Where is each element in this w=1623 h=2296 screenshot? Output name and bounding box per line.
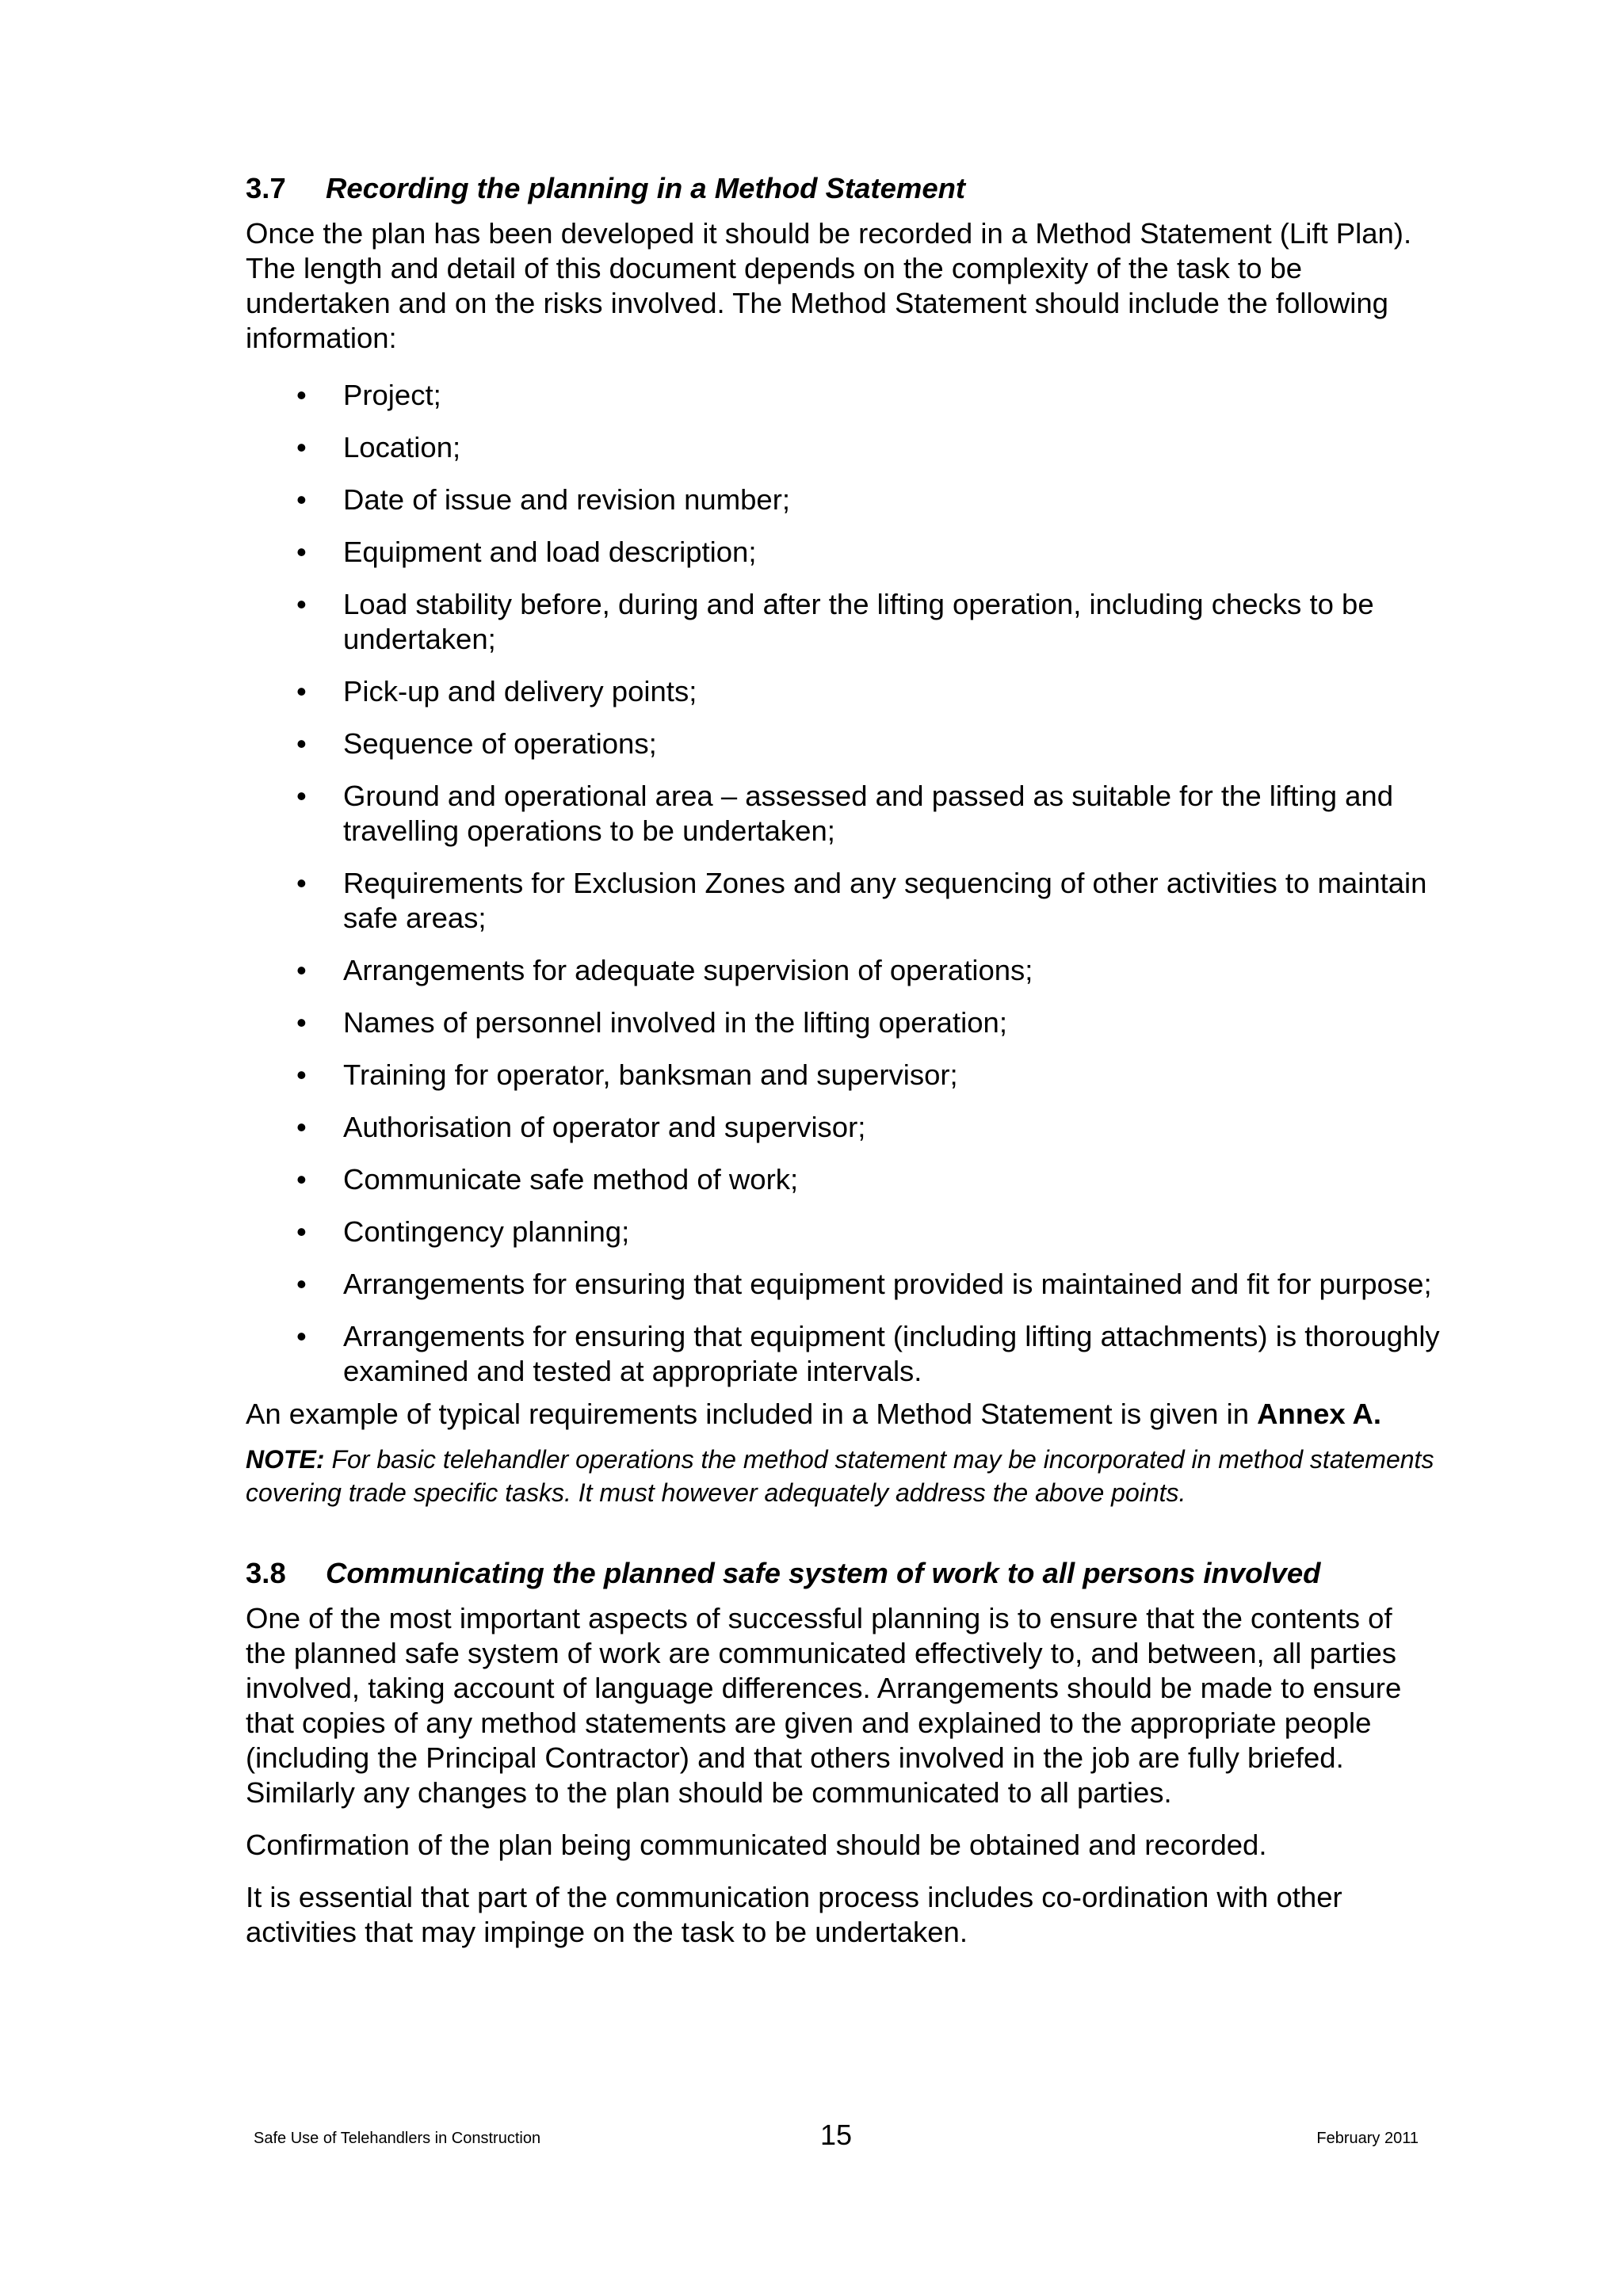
bullet-icon: •	[296, 1058, 307, 1091]
footer-date: February 2011	[1316, 2130, 1419, 2147]
method-statement-list	[246, 378, 1440, 1389]
section-heading-3-7	[246, 170, 1434, 207]
section-heading-3-8	[246, 1555, 1434, 1592]
list-item: • Load stability before, during and after the lifting operation, including checks to be undertaken;	[296, 588, 1374, 655]
list-item: • Arrangements for ensuring that equipment provided is maintained and fit for purpose;	[296, 1268, 1432, 1300]
list-item: • Training for operator, banksman and supervisor;	[296, 1058, 958, 1091]
section-title: Communicating the planned safe system of work to all persons involved	[326, 1557, 1321, 1589]
annex-text: An example of typical requirements included in a Method Statement is given in	[246, 1398, 1258, 1430]
bullet-icon: •	[296, 1163, 307, 1196]
bullet-icon: •	[296, 1006, 307, 1039]
bullet-icon: •	[296, 1111, 307, 1143]
list-item: • Project;	[296, 379, 441, 411]
list-item: • Location;	[296, 431, 461, 463]
paragraph: It is essential that part of the communication process includes co-ordination with other activities that may impinge on the task to be undertaken.	[246, 1881, 1342, 1948]
bullet-icon: •	[296, 954, 307, 986]
section-title: Recording the planning in a Method Statement	[326, 172, 966, 204]
document-page	[246, 170, 1440, 1967]
paragraph: Confirmation of the plan being communicated should be obtained and recorded.	[246, 1829, 1267, 1861]
list-item: • Contingency planning;	[296, 1215, 630, 1248]
note-label: NOTE:	[246, 1445, 325, 1474]
list-item: • Requirements for Exclusion Zones and any sequencing of other activities to maintain safe areas;	[296, 867, 1427, 934]
bullet-icon: •	[296, 1268, 307, 1300]
bullet-icon: •	[296, 867, 307, 899]
bullet-icon: •	[296, 536, 307, 568]
bullet-icon: •	[296, 1215, 307, 1248]
list-item: • Equipment and load description;	[296, 536, 757, 568]
list-item: • Arrangements for adequate supervision of operations;	[296, 954, 1033, 986]
list-item: • Communicate safe method of work;	[296, 1163, 799, 1196]
bullet-icon: •	[296, 1320, 307, 1352]
bullet-icon: •	[296, 379, 307, 411]
list-item: • Pick-up and delivery points;	[296, 675, 697, 707]
bullet-icon: •	[296, 780, 307, 812]
annex-reference: Annex A.	[1257, 1398, 1382, 1430]
note-paragraph	[246, 1443, 1434, 1509]
list-item: • Arrangements for ensuring that equipment (including lifting attachments) is thoroughly examined and tested at appropriate intervals.	[296, 1320, 1440, 1387]
bullet-icon: •	[296, 675, 307, 707]
paragraph: One of the most important aspects of successful planning is to ensure that the contents of the planned safe system of work are communicated effectively to, and between, all parties involved, taking account of language differences. Arrangements should be made to ensure that copies of any method statements are given and explained to the appropriate people (including the Principal Contractor) and that others involved in the job are fully briefed. Similarly any changes to the plan should be communicated to all parties.	[246, 1602, 1402, 1809]
list-item: • Date of issue and revision number;	[296, 483, 791, 516]
footer-doc-title: Safe Use of Telehandlers in Construction	[254, 2130, 541, 2147]
bullet-icon: •	[296, 431, 307, 463]
section-number: 3.8	[246, 1557, 286, 1589]
bullet-icon: •	[296, 727, 307, 760]
section-intro-paragraph: Once the plan has been developed it should be recorded in a Method Statement (Lift Plan). The length and detail of this document depends on the complexity of the task to be undertaken and on the risks involved. The Method Statement should include the following information:	[246, 217, 1412, 354]
note-text: For basic telehandler operations the method statement may be incorporated in method statements covering trade specific tasks. It must however adequately address the above points.	[246, 1445, 1434, 1507]
page-footer	[254, 2119, 1419, 2158]
section-number: 3.7	[246, 172, 286, 204]
annex-paragraph	[246, 1397, 1434, 1432]
bullet-icon: •	[296, 588, 307, 620]
list-item: • Authorisation of operator and supervisor;	[296, 1111, 866, 1143]
page-number: 15	[819, 2119, 853, 2151]
list-item: • Ground and operational area – assessed and passed as suitable for the lifting and travelling operations to be undertaken;	[296, 780, 1394, 847]
list-item: • Sequence of operations;	[296, 727, 657, 760]
bullet-icon: •	[296, 483, 307, 516]
list-item: • Names of personnel involved in the lifting operation;	[296, 1006, 1007, 1039]
